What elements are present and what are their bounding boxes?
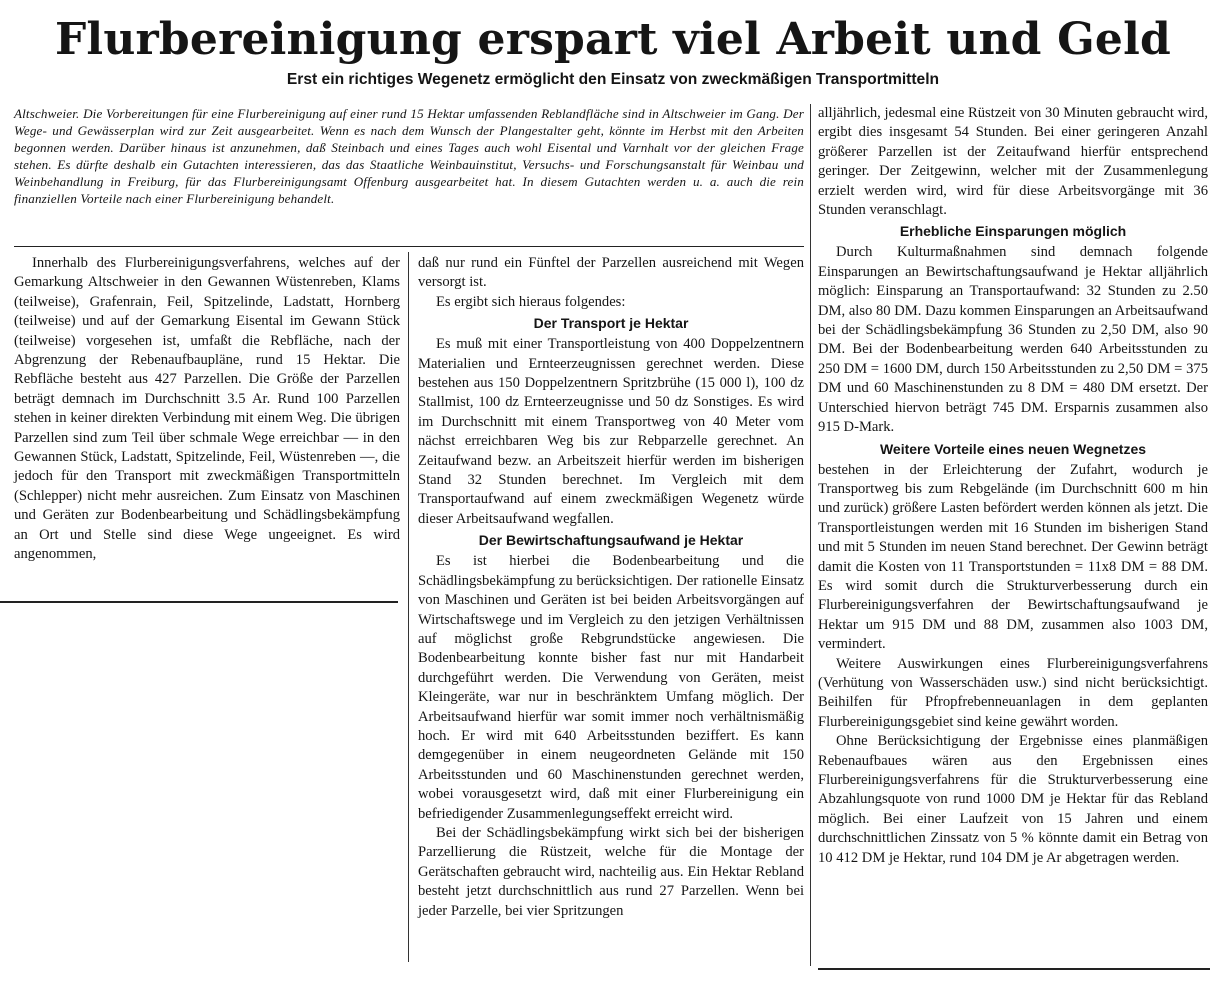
article-column-1 xyxy=(14,254,400,565)
column-divider-1 xyxy=(408,252,409,962)
intro-paragraph: Altschweier. Die Vorbereitungen für eine Flurbereinigung auf einer rund 15 Hektar umfassenden Reblandfläche sind in Altschweier im Gang. Der Wege- und Gewässerplan wird zur Zeit ausgearbeitet. Wenn es nach dem Wunsch der Plangestalter geht, könnte im Herbst mit den Arbeiten begonnen werden. Darüber hinaus ist anzunehmen, daß Steinbach und eines Tages auch wohl Eisental und Varnhalt vor der gleichen Frage stehen. Es dürfte deshalb ein Gutachten interessieren, das das Staatliche Weinbauinstitut, Versuchs- und Forschungsanstalt für Weinbau und Weinbehandlung in Freiburg, für das Flurbereinigungsamt Offenburg ausgearbeitet hat. In diesem Gutachten werden u. a. auch die rein finanziellen Vorteile nach einer Flurbereinigung behandelt. xyxy=(14,106,804,206)
article-column-2 xyxy=(418,254,804,921)
section-heading: Der Bewirtschaftungsaufwand je Hektar xyxy=(478,532,744,549)
body-paragraph: Bei der Schädlingsbekämpfung wirkt sich bei der bisherigen Parzellierung die Rüstzeit, welche für die Montage der Gerätschaften gebraucht wird, nachteilig aus. Ein Hektar Rebland besteht jetzt durchschnittlich aus rund 27 Parzellen. Wenn bei jeder Parzelle, bei vier Spritzungen xyxy=(418,824,804,919)
article-headline: Flurbereinigung erspart viel Arbeit und Geld xyxy=(54,14,1172,65)
section-heading: Der Transport je Hektar xyxy=(533,315,689,332)
body-paragraph: Innerhalb des Flurbereinigungsverfahrens, welches auf der Gemarkung Altschweier in den Gewannen Wüstenreben, Klams (teilweise), Grafenrain, Feil, Spitzelinde, Ladstatt, Hornberg (teilweise) und auf der Gemarkung Eisental im Gewann Stück (teilweise) vorgesehen ist, umfaßt die Rebfläche, nach der Abgrenzung der Rebenaufbaupläne, rund 15 Hektar. Die Rebfläche besteht aus 427 Parzellen. Die Größe der Parzellen beträgt demnach im Durchschnitt 3.5 Ar. Rund 100 Parzellen stehen in keiner direkten Verbindung mit einem Weg. Die übrigen Parzellen sind zum Teil über schmale Wege erreichbar — in den Gewannen Stück, Ladstatt, Spitzelinde, Feil, Wüstenreben —, die jedoch für den Transport mit zweckmäßigen Transportmitteln (Schlepper) nicht mehr ausreichen. Zum Einsatz von Maschinen und Geräten zur Bodenbearbeitung und Schädlingsbekämpfung an Ort und Stelle sind diese Wege ungeeignet. Es wird angenommen, xyxy=(14,255,400,563)
body-paragraph: Es ergibt sich hieraus folgendes: xyxy=(436,293,626,310)
body-paragraph: bestehen in der Erleichterung der Zufahrt, wodurch je Transportweg bis zum Rebgelände (im Durchschnitt 600 m hin und zurück) größere Lasten befördert werden können als jetzt. Die Transportleistungen werden mit 16 Stunden im bisherigen Stand und mit 5 Stunden im neuen Stand berechnet. Der Gewinn beträgt damit die Kosten von 11 Transportstunden = 11x8 DM = 88 DM. Es wird somit durch die Strukturverbesserung durch ein Flurbereinigungsverfahren der Bewirtschaftungsaufwand je Hektar um 915 DM und 88 DM, zusammen also 1003 DM, vermindert. xyxy=(818,461,1208,653)
column-divider-2 xyxy=(810,104,811,966)
bottom-rule xyxy=(818,968,1210,970)
body-paragraph: Weitere Auswirkungen eines Flurbereinigungsverfahrens (Verhütung von Wasserschäden usw.) sind nicht berücksichtigt. Beihilfen für Pfropfrebenneuanlagen in dem geplanten Flurbereinigungsgebiet sind keine gewährt worden. xyxy=(818,655,1208,730)
body-paragraph: alljährlich, jedesmal eine Rüstzeit von 30 Minuten gebraucht wird, ergibt dies insgesamt 54 Stunden. Bei einer geringeren Anzahl größerer Parzellen ist der Zeitaufwand hierfür entsprechend geringer. Der Zeitgewinn, welcher mit der Zusammenlegung erzielt werden wird, wird für diese Arbeitsvorgänge mit 36 Stunden veranschlagt. xyxy=(818,105,1208,219)
body-paragraph: Es muß mit einer Transportleistung von 400 Doppelzentnern Materialien und Ernteerzeugnissen gerechnet werden. Diese bestehen aus 150 Doppelzentnern Spritzbrühe (15 000 l), 100 dz Stallmist, 100 dz Ernteerzeugnisse und 50 dz Sonstiges. Es wird im Durchschnitt mit einem Transportweg von 40 Meter vom nächst erreichbaren Weg bis zur Rebparzelle gerechnet. An Zeitaufwand bezw. an Arbeitszeit hierfür werden im bisherigen Stand 32 Stunden berechnet. Im Vergleich mit dem Transportaufwand auf einem zweckmäßigen Wegenetz würde dieser Arbeitsaufwand wegfallen. xyxy=(418,336,804,527)
section-heading: Erhebliche Einsparungen möglich xyxy=(899,223,1127,240)
article-column-3 xyxy=(818,104,1208,868)
section-heading: Weitere Vorteile eines neuen Wegnetzes xyxy=(879,440,1147,457)
body-paragraph: daß nur rund ein Fünftel der Parzellen ausreichend mit Wegen versorgt ist. xyxy=(418,255,804,291)
article-subheadline: Erst ein richtiges Wegenetz ermöglicht den Einsatz von zweckmäßigen Transportmitteln xyxy=(286,71,940,88)
column-1-end-rule xyxy=(0,601,398,603)
intro-rule xyxy=(14,246,804,247)
body-paragraph: Es ist hierbei die Bodenbearbeitung und die Schädlingsbekämpfung zu berücksichtigen. Der rationelle Einsatz von Maschinen und Geräten ist bei beiden Arbeitsvorgängen auf Wirtschaftswege und im Vergleich zu den jetzigen Verhältnissen auf möglichst große Rebgrundstücke angewiesen. Die Bodenbearbeitung konnte bisher fast nur mit Handarbeit durchgeführt werden. Die Verwendung von Geräten, meist Kleingeräte, war nur in beschränktem Umfang möglich. Der Arbeitsaufwand hierfür war somit immer noch verhältnismäßig hoch. Er wird mit 640 Arbeitsstunden beziffert. Es kann demgegenüber in einem neugeordneten Gelände mit 150 Arbeitsstunden und 60 Maschinenstunden gerechnet werden, wobei vorausgesetzt wird, daß mit einer Flurbereinigung ein befriedigender Zusammenlegungseffekt erreicht wird. xyxy=(418,553,804,822)
body-paragraph: Ohne Berücksichtigung der Ergebnisse eines planmäßigen Rebenaufbaues wären aus den Ergebnissen eines Flurbereinigungsverfahrens für die Strukturverbesserung eine Abzahlungsquote von rund 1000 DM je Hektar für das Rebland möglich. Bei einer Laufzeit von 15 Jahren und einem durchschnittlichen Zinssatz von 5 % könnte damit ein Betrag von 10 412 DM je Hektar, rund 104 DM je Ar abgetragen werden. xyxy=(818,733,1208,866)
body-paragraph: Durch Kulturmaßnahmen sind demnach folgende Einsparungen an Bewirtschaftungsaufwand je Hektar alljährlich möglich: Einsparung an Transportaufwand: 32 Stunden zu 2.50 DM, also 80 DM. Dazu kommen Einsparungen an Arbeitsaufwand bei der Schädlingsbekämpfung 36 Stunden zu 2,50 DM, also 90 DM. Bei der Bodenbearbeitung werden 640 Arbeitsstunden zu 250 DM = 1600 DM, durch 150 Arbeitsstunden zu 2,50 DM = 375 DM und 60 Maschinenstunden zu 8 DM = 480 DM ersetzt. Der Unterschied hiervon beträgt 745 DM. Ersparnis zusammen also 915 D-Mark. xyxy=(818,244,1208,436)
